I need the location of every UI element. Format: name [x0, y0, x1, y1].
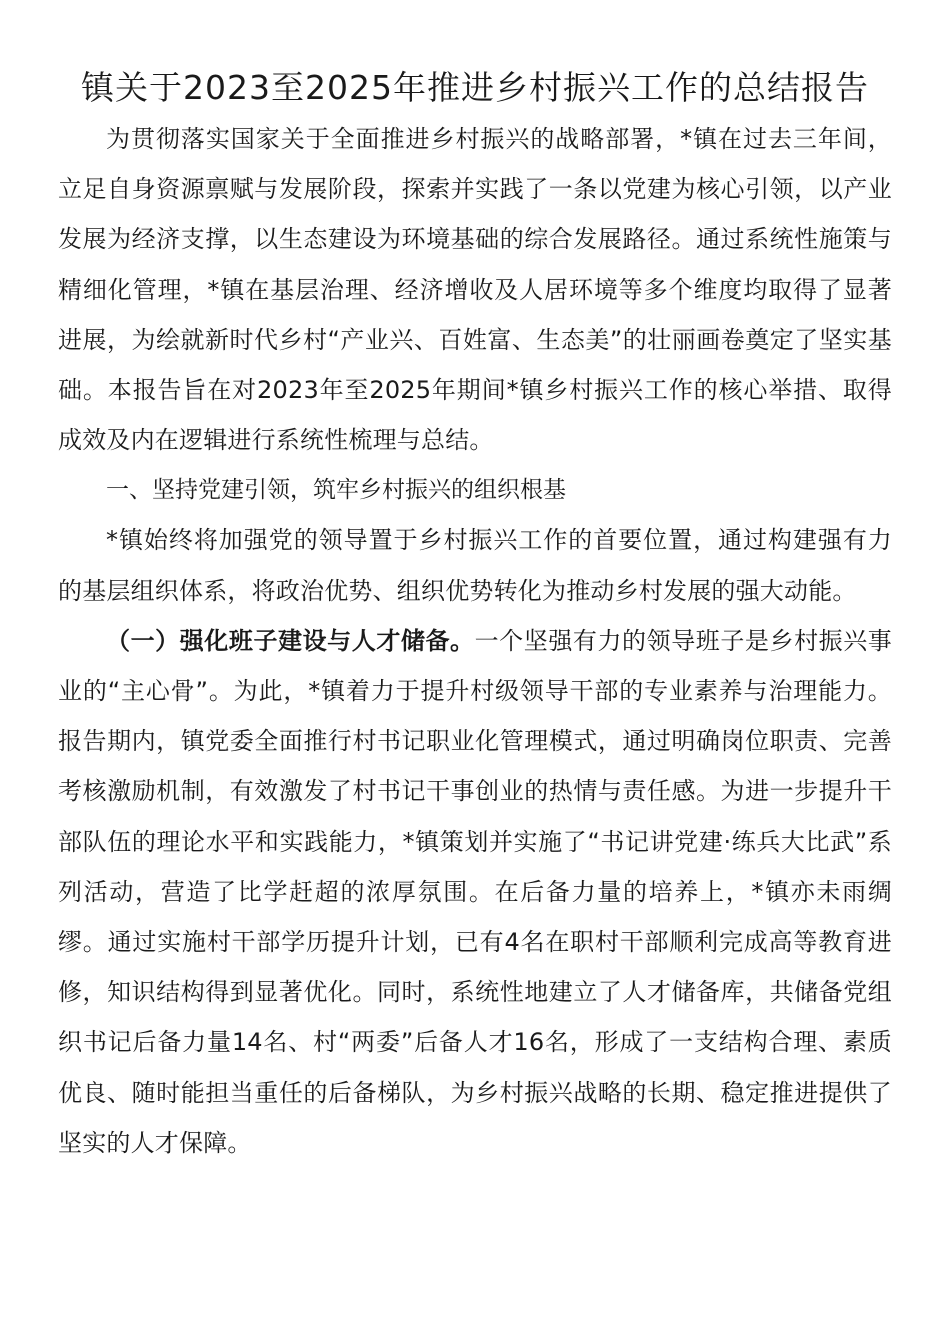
- subsection-1-paragraph: [58, 616, 892, 1168]
- subsection-1-body: 一个坚强有力的领导班子是乡村振兴事业的“主心骨”。为此，*镇着力于提升村级领导干部的专业素养与治理能力。报告期内，镇党委全面推行村书记职业化管理模式，通过明确岗位职责、完善考核激励机制，有效激发了村书记干事创业的热情与责任感。为进一步提升干部队伍的理论水平和实践能力，*镇策划并实施了“书记讲党建·练兵大比武”系列活动，营造了比学赶超的浓厚氛围。在后备力量的培养上，*镇亦未雨绸缪。通过实施村干部学历提升计划，已有4名在职村干部顺利完成高等教育进修，知识结构得到显著优化。同时，系统性地建立了人才储备库，共储备党组织书记后备力量14名、村“两委”后备人才16名，形成了一支结构合理、素质优良、随时能担当重任的后备梯队，为乡村振兴战略的长期、稳定推进提供了坚实的人才保障。: [58, 626, 892, 1157]
- document-title: 镇关于2023至2025年推进乡村振兴工作的总结报告: [81, 68, 869, 107]
- section-1-heading: 一、坚持党建引领，筑牢乡村振兴的组织根基: [106, 477, 566, 504]
- subsection-1-heading: （一）强化班子建设与人才储备。: [106, 626, 475, 655]
- intro-paragraph: 为贯彻落实国家关于全面推进乡村振兴的战略部署，*镇在过去三年间，立足自身资源禀赋与发展阶段，探索并实践了一条以党建为核心引领，以产业发展为经济支撑，以生态建设为环境基础的综合发展路径。通过系统性施策与精细化管理，*镇在基层治理、经济增收及人居环境等多个维度均取得了显著进展，为绘就新时代乡村“产业兴、百姓富、生态美”的壮丽画卷奠定了坚实基础。本报告旨在对2023年至2025年期间*镇乡村振兴工作的核心举措、取得成效及内在逻辑进行系统性梳理与总结。: [58, 125, 892, 455]
- section-1-intro-paragraph: *镇始终将加强党的领导置于乡村振兴工作的首要位置，通过构建强有力的基层组织体系，将政治优势、组织优势转化为推动乡村发展的强大动能。: [58, 526, 892, 605]
